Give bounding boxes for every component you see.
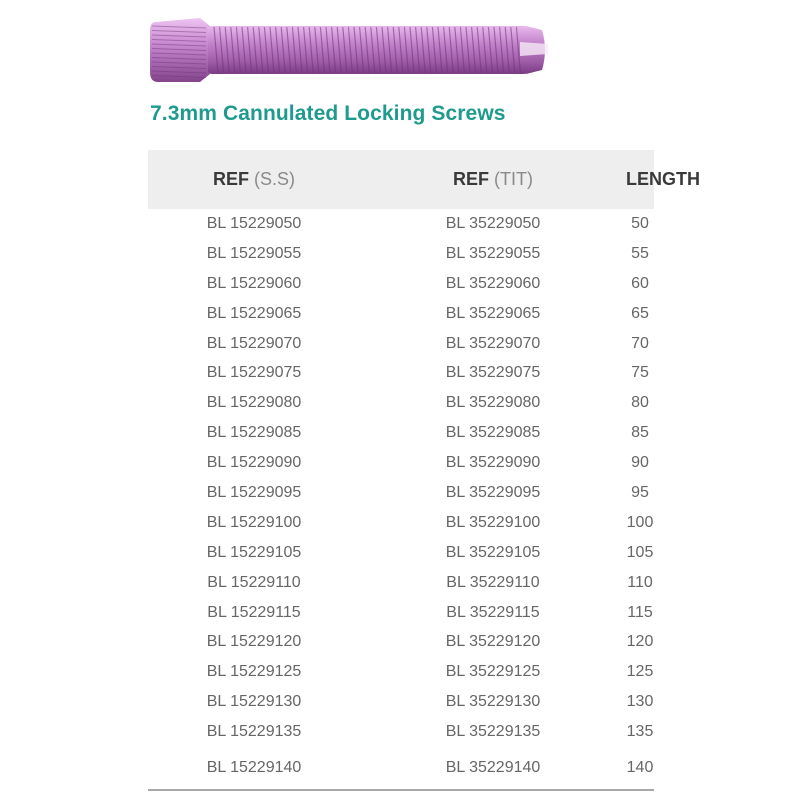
cell-ref-tit: BL 35229050 (445, 214, 541, 232)
cell-length: 90 (631, 454, 649, 472)
table-row (148, 418, 654, 448)
product-title: 7.3mm Cannulated Locking Screws (150, 102, 506, 125)
cell-ref-ss: BL 15229135 (206, 723, 302, 741)
cell-ref-ss: BL 15229070 (206, 334, 302, 352)
cell-ref-ss: BL 15229095 (206, 483, 302, 501)
table-row (148, 538, 654, 568)
table-row (148, 239, 654, 269)
table-row (148, 657, 654, 687)
table-row (148, 508, 654, 538)
table-row (148, 329, 654, 359)
cell-ref-tit: BL 35229135 (445, 723, 541, 741)
cell-ref-tit: BL 35229105 (445, 543, 541, 561)
header-ref-ss-sub: (S.S) (254, 168, 296, 189)
table-row (148, 358, 654, 388)
cell-ref-tit: BL 35229085 (445, 424, 541, 442)
cell-ref-tit: BL 35229110 (446, 573, 540, 591)
table-row (148, 478, 654, 508)
cell-ref-ss: BL 15229110 (207, 573, 301, 591)
cell-ref-ss: BL 15229130 (206, 693, 302, 711)
cell-length: 55 (631, 244, 649, 262)
header-length-main: LENGTH (626, 168, 700, 189)
table-row (148, 717, 654, 747)
cell-ref-ss: BL 15229065 (206, 304, 302, 322)
cell-ref-ss: BL 15229115 (207, 603, 301, 621)
cell-ref-ss: BL 15229075 (206, 364, 302, 382)
table-row (148, 627, 654, 657)
cell-ref-ss: BL 15229105 (206, 543, 302, 561)
table-row (148, 209, 654, 239)
header-ref-tit-main: REF (453, 168, 489, 189)
cell-length: 75 (631, 364, 649, 382)
cell-length: 65 (631, 304, 649, 322)
cell-ref-tit: BL 35229060 (445, 274, 541, 292)
table-row (148, 747, 654, 790)
cell-length: 110 (627, 573, 653, 591)
cell-length: 85 (631, 424, 649, 442)
table-row (148, 299, 654, 329)
cell-ref-tit: BL 35229130 (445, 693, 541, 711)
cell-length: 70 (631, 334, 649, 352)
header-ref-ss-main: REF (212, 168, 249, 189)
cell-ref-tit: BL 35229090 (445, 454, 541, 472)
header-length (546, 150, 700, 205)
table-body (148, 205, 654, 790)
cell-length: 125 (626, 663, 654, 681)
cell-length: 50 (631, 214, 649, 232)
cell-ref-tit: BL 35229100 (445, 513, 541, 531)
cell-ref-tit: BL 35229065 (445, 304, 541, 322)
cell-length: 120 (626, 633, 654, 651)
cell-ref-ss: BL 15229125 (206, 663, 302, 681)
cell-ref-ss: BL 15229090 (206, 454, 302, 472)
cell-ref-ss: BL 15229120 (206, 633, 302, 651)
cell-length: 100 (626, 513, 654, 531)
locking-screw-icon (150, 12, 550, 87)
cell-ref-tit: BL 35229080 (445, 394, 541, 412)
cell-ref-ss: BL 15229100 (206, 513, 302, 531)
table-row (148, 448, 654, 478)
cell-length: 115 (627, 603, 653, 621)
cell-length: 80 (631, 394, 649, 412)
cell-ref-tit: BL 35229140 (356, 747, 546, 790)
cell-ref-ss: BL 15229055 (206, 244, 302, 262)
cell-length: 130 (626, 693, 654, 711)
header-ref-tit-sub: (TIT) (494, 168, 533, 189)
cell-length: 105 (626, 543, 654, 561)
cell-ref-ss: BL 15229085 (206, 424, 302, 442)
cell-length: 140 (546, 747, 654, 790)
table-row (148, 598, 654, 628)
cell-ref-tit: BL 35229075 (445, 364, 541, 382)
cell-length: 95 (631, 483, 649, 501)
cell-length: 135 (626, 723, 654, 741)
table-header (148, 150, 700, 205)
cell-ref-tit: BL 35229095 (445, 483, 541, 501)
cell-ref-ss: BL 15229050 (206, 214, 302, 232)
header-ref-tit (356, 150, 546, 205)
table-row (148, 269, 654, 299)
cell-ref-tit: BL 35229070 (445, 334, 541, 352)
cell-ref-tit: BL 35229120 (445, 633, 541, 651)
spec-table (148, 150, 700, 791)
table-row (148, 568, 654, 598)
cell-ref-tit: BL 35229055 (445, 244, 541, 262)
cell-ref-ss: BL 15229140 (148, 747, 356, 790)
table-row (148, 687, 654, 717)
cell-ref-tit: BL 35229115 (446, 603, 540, 621)
cell-ref-tit: BL 35229125 (445, 663, 541, 681)
cell-ref-ss: BL 15229080 (206, 394, 302, 412)
cell-ref-ss: BL 15229060 (206, 274, 302, 292)
cell-length: 60 (631, 274, 649, 292)
table-row (148, 388, 654, 418)
header-ref-ss (148, 150, 356, 205)
